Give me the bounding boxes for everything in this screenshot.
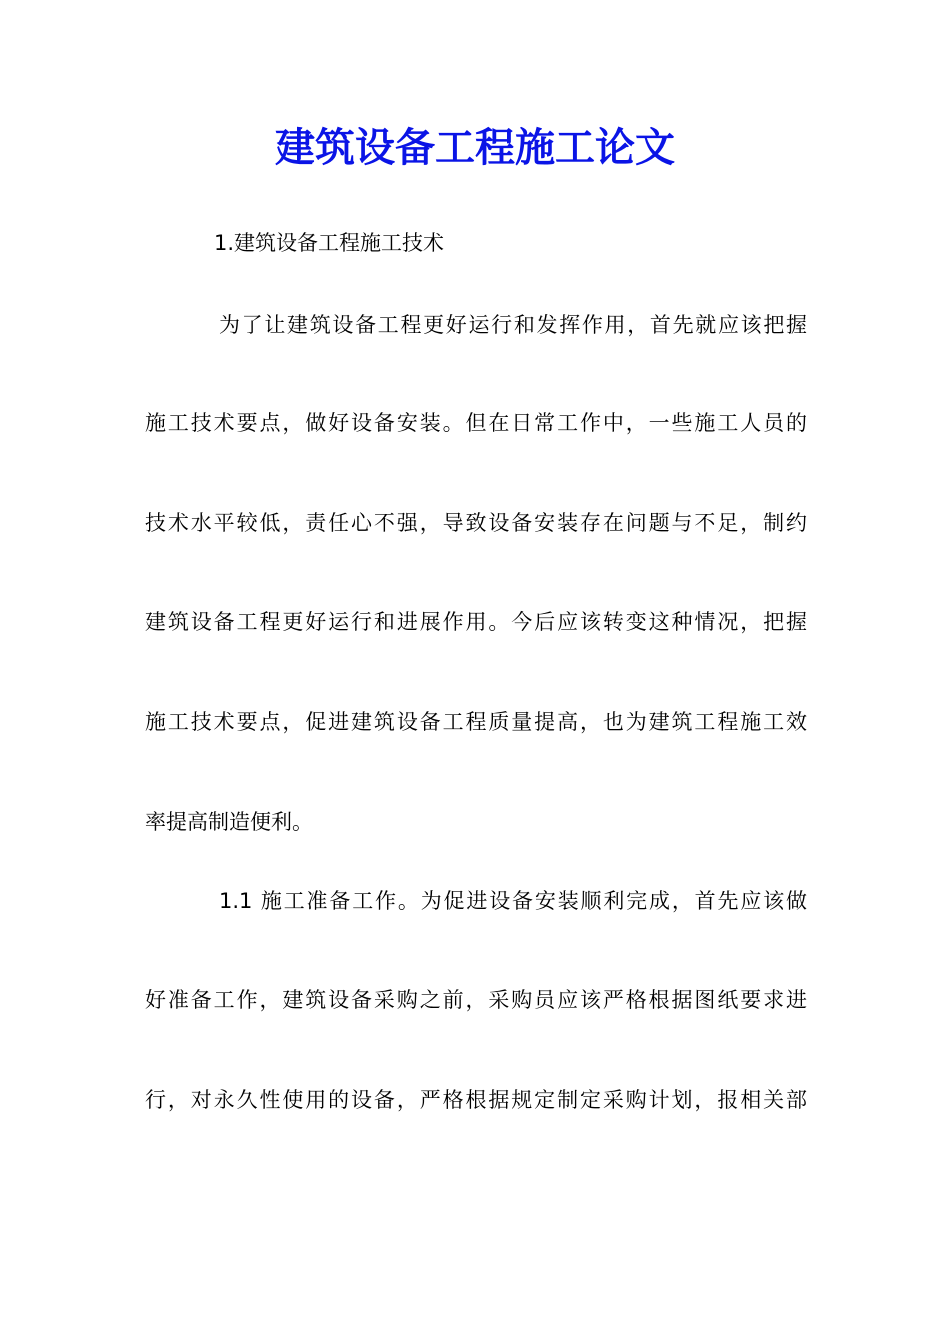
paragraph-line: 率提高制造便利。: [145, 810, 313, 834]
paragraph-line: 行，对永久性使用的设备，严格根据规定制定采购计划，报相关部: [145, 1088, 807, 1112]
paragraph-line: 为了让建筑设备工程更好运行和发挥作用，首先就应该把握: [219, 313, 807, 337]
section-heading: 1.建筑设备工程施工技术: [214, 231, 445, 255]
document-title: 建筑设备工程施工论文: [275, 124, 675, 171]
paragraph-line: 施工技术要点，做好设备安装。但在日常工作中，一些施工人员的: [145, 411, 807, 435]
paragraph-line: 建筑设备工程更好运行和进展作用。今后应该转变这种情况，把握: [145, 610, 807, 634]
paragraph-line: 技术水平较低，责任心不强，导致设备安装存在问题与不足，制约: [145, 511, 807, 535]
paragraph-line: 好准备工作，建筑设备采购之前，采购员应该严格根据图纸要求进: [145, 988, 807, 1012]
paragraph-line: 1.1 施工准备工作。为促进设备安装顺利完成，首先应该做: [219, 889, 807, 913]
paragraph-line: 施工技术要点，促进建筑设备工程质量提高，也为建筑工程施工效: [145, 710, 807, 734]
